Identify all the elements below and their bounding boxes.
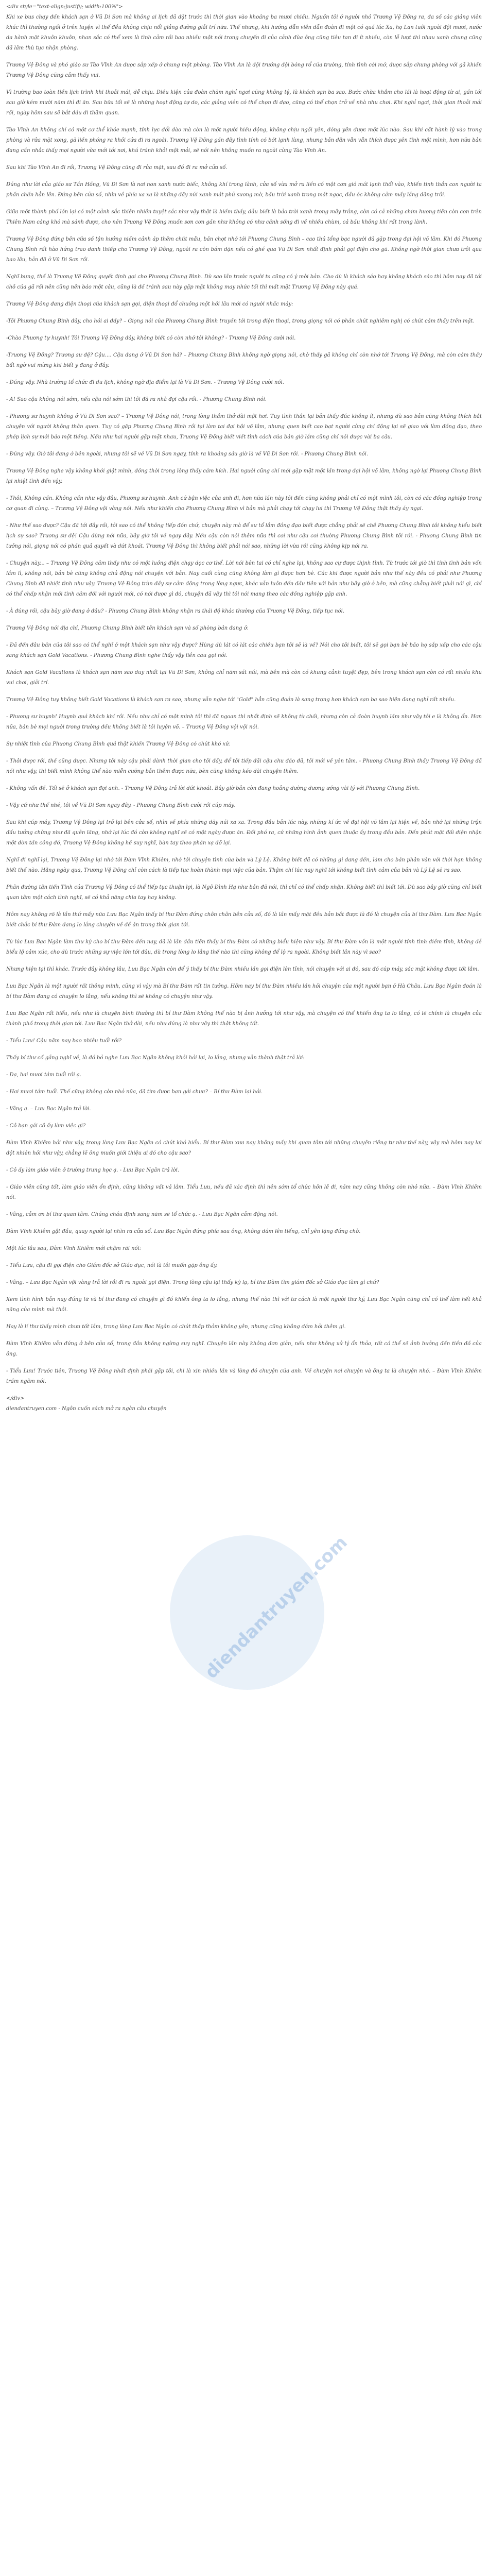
paragraph: Sau khi cúp máy, Trương Vệ Đông lại trở lại bên cửa số, nhìn về phía những dãy núi xa xa. Trong đầu bản lúc này, những kí ức về đại hội võ lâm lại hiện về, bản nhớ lại những trận đấu tưởng chừng như đã quên lãng, nhớ lại lúc đó còn không nghĩ sẽ có một ngày được ăn. Đối phó ra, cứ những hình ảnh quen thuộc ấy trong đầu bản. Đến phút mặt đối diện nhận một đòn tấn công đó, Trương Vệ Đông không hề suy nghĩ, bàn tay theo phản xạ đỡ lại. (6, 820, 484, 846)
source-line: diendantruyen.com - Ngôn cuốn sách mở ra ngàn câu chuyện (6, 1406, 167, 1412)
paragraph: Lưu Bạc Ngân là một người rất thông minh, cũng vì vậy mà Bí thư Đàm rất tin tưởng. Hôm nay bí thư Đàm nhiều lần hỏi chuyện của một người bạn ở Hà Châu. Lưu Bạc Ngân đoán là bí thư Đàm đang có chuyện lo lắng, nếu không thì sẽ không có chuyện như vậy. (6, 984, 484, 999)
watermark-text: diendantruyen.com (201, 1532, 352, 1683)
paragraph: - Không vấn đề. Tối sẽ ở khách sạn đợi anh. - Trương Vệ Đông trả lời dứt khoát. Bây giờ bản còn đang hoảng dường dương ướng vài lý với Phương Chung Bình. (6, 786, 420, 791)
paragraph: - Tiểu Lưu! Trước tiên, Trương Vệ Đông nhất định phải gặp tôi, chi là xin nhiều lần và lòng đó chuyện của anh. Về chuyện nơi chuyện và ông ta là chuyện nhỏ. – Đàm Vĩnh Khiêm trầm ngâm nói. (6, 1368, 484, 1384)
paragraph: - Tiểu Lưu, cậu đi gọi điện cho Giám đốc sở Giáo dục, nói là tôi muốn gặp ông ấy. (6, 1263, 218, 1268)
paragraph: - Đúng vậy. Nhà trường tổ chức đi du lịch, không ngờ địa điểm lại là Vũ Di Sơn. - Trương Vệ Đông cười nói. (6, 380, 284, 385)
paragraph: Trương Vệ Đông nghe vậy không khỏi giật mình, đồng thời trong lòng thấy cảm kích. Hai người cũng chỉ mới gặp mặt một lần trong đại hội võ lâm, không ngờ lại Phương Chung Bình lại nhiệt tình đến vậy. (6, 468, 484, 484)
paragraph: - Phương sư huynh! Huynh quá khách khí rồi. Nếu như chỉ có một mình tôi thì đã ngoan thì nhất định sẽ không từ chối, nhưng còn cả đoàn huynh lầm như vậy tôi e là không ổn. Hơn nữa, bản bè mọi người trong trường đều không biết là tôi luyện võ. – Trương Vệ Đông vội vội nói. (6, 714, 484, 730)
paragraph: Một lúc lâu sau, Đàm Vĩnh Khiêm mới chậm rãi nói: (6, 1246, 142, 1251)
paragraph: Phân đường tân tiến Tình của Trương Vệ Đông có thể tiếp tục thuận lợi, là Ngô Đình Hạ như bản đã nói, thì chỉ có thể chấp nhận. Không biết thì biết tới. Dù sao bây giờ cũng chỉ biết quan tâm một cách tình nghĩ, sẽ có khả năng chia tay hay không. (6, 885, 484, 901)
paragraph: - Cô bạn gái cô ấy làm việc gì? (6, 1123, 86, 1129)
paragraph: Hôm nay không rõ là lần thứ mấy nữa Lưu Bạc Ngân thấy bí thư Đàm đứng chôn chân bên cửa số, đó là lần mấy mặt đều bản bắt được là đó là chuyện của bí thư Đàm. Lưu Bạc Ngân biết chắc bí thư Đàm đang lo lắng chuyện về đề án trong thời gian tới. (6, 912, 484, 928)
document-body (6, 2, 482, 1414)
paragraph: - Giáo viên cũng tốt, làm giáo viên ổn định, cũng không vất vả lắm. Tiểu Lưu, nếu đã xác định thì nên sớm tổ chức hôn lễ đi, năm nay cũng không còn nhỏ nữa. – Đàm Vĩnh Khiêm nói. (6, 1184, 484, 1200)
paragraph: - Đúng vậy. Giờ tôi đang ở bên ngoài, nhưng tôi sẽ về Vũ Di Sơn ngay, tính ra khoảng sáu giờ là về Vũ Di Sơn rồi. - Phương Chung Bình nói. (6, 451, 369, 457)
paragraph: Nghĩ bụng, thế là Trương Vệ Đông quyết định gọi cho Phương Chung Bình. Dù sao lần trước người ta cũng có ý mời bản. Cho dù là khách sáo hay không khách sáo thì hôm nay đã tới chỗ của gã rồi nên cũng nên báo một câu, cũng là đề tránh sau này gặp mặt không may nhức tối thì mất mặt Trương Vệ Đông này quá. (6, 274, 484, 290)
paragraph: Trương Vệ Đông nói địa chỉ, Phương Chung Bình biết tên khách sạn và số phòng bản đang ở. (6, 625, 249, 631)
paragraph: Đàm Vĩnh Khiêm vẫn đứng ở bên cửa sổ, trong đầu không ngừng suy nghĩ. Chuyện lần này không đơn giản, nếu như không xử lý ổn thỏa, rất có thể sẽ ảnh hưởng đến tiền đồ của ông. (6, 1341, 484, 1357)
paragraph: Xem tình hình bản nay đúng lữ và bí thư đang có chuyện gì đó khiến ông ta lo lắng, nhưng thế nào thì với tư cách là một người thư ký, Lưu Bạc Ngân cũng chỉ có thể làm hết khả năng của mình mà thôi. (6, 1297, 484, 1313)
paragraph: Nghĩ đi nghĩ lại, Trương Vệ Đông lại nhớ tới Đàm Vĩnh Khiêm, nhớ tới chuyện tình của bản và Lý Lệ. Không biết đã có những gì đang đến, làm cho bản phân vân với thời hạn không biết thế nào. Hằng ngày qua, Trương Vệ Đông chỉ còn cách là tiếp tục hoàn thành mọi việc của bản. Thậm chí lúc nay nghĩ tới không biết tình cảm của bản và Lý Lệ sẽ ra sao. (6, 857, 484, 873)
paragraph: - Hai mươi tám tuổi. Thế cũng không còn nhỏ nữa, đã tìm được bạn gái chưa? – Bí thư Đàm lại hỏi. (6, 1089, 263, 1095)
paragraph: Đàm Vĩnh Khiêm gật đầu, quay người lại nhìn ra cửa sổ. Lưu Bạc Ngân đứng phía sau ông, không dám lên tiếng, chỉ yên lặng đứng chờ. (6, 1229, 361, 1234)
paragraph: - Vâng ạ. – Lưu Bạc Ngân trả lời. (6, 1106, 91, 1112)
paragraph: - Đã đến đâu bản của tôi sao có thể nghĩ ở một khách sạn như vậy được? Hùng dù lát có lát các chiều bạn tôi sẽ là về? Nói cho tôi biết, tôi sẽ gọi bạn bè bảo họ sắp xếp cho các cậu sang khách sạn Gold Vacations. - Phương Chung Bình nghe thấy vậy liền cau gọi nói. (6, 642, 484, 658)
watermark-logo (170, 1532, 352, 1690)
paragraph: - Thôi được rồi, thế cũng được. Nhưng tôi này cậu phải dành thời gian cho tôi đấy, để tôi tiếp đãi cậu chu đáo đã, tôi mới về yên tâm. - Phương Chung Bình thấy Trương Vệ Đông đã nói như vậy, thì biết mình không thể nào miễn cưỡng bản thêm được nữa, bèn cũng không kéo dài chuyện thêm. (6, 758, 484, 774)
paragraph: - Thôi, Không cần. Không cần như vậy đâu, Phương sư huynh. Anh cứ bận việc của anh đi, hơn nữa lần này tôi đến cũng không phải chỉ có một mình tôi, còn có các đồng nghiệp trong cơ quan đi cùng. – Trương Vệ Đông vội vàng nói. Nếu như khiến cho Phương Chung Bình vì bản mà phải chạy tới chạy lui thì Trương Vệ Đông thật thấy áy ngại. (6, 496, 484, 512)
paragraph: -Tôi Phương Chung Bình đây, cho hỏi ai đấy? – Giọng nói của Phương Chung Bình truyền tới trong điện thoại, trong giọng nói có phần chút nghiêm nghị có chút cảm thấy trên mặt. (6, 318, 475, 324)
paragraph: Sự nhiệt tình của Phương Chung Bình quả thật khiến Trương Vệ Đông có chút khó xử. (6, 741, 231, 747)
paragraph: Nhưng hiện tại thì khác. Trước đây không lâu, Lưu Bạc Ngân còn để ý thấy bí thư Đàm nhiều lần gọi điện lên tỉnh, nói chuyện với ai đó, sau đó cúp máy, sắc mặt không được tốt lắm. (6, 967, 479, 972)
paragraph: -Chào Phương tự huynh! Tôi Trương Vệ Đông đây, không biết có còn nhớ tôi không? - Trương Vệ Đông cười nói. (6, 335, 296, 341)
paragraph: Trương Vệ Đông và phó giáo sư Tào Vĩnh An được sắp xếp ở chung một phòng. Tào Vĩnh An là đội trưởng đội bóng rổ của trường, tính tình cởi mở, được sắp chung phòng với gã khiến Trương Vệ Đông cũng cảm thấy vui. (6, 62, 484, 78)
paragraph: Sau khi Tào Vĩnh An đi rồi, Trương Vệ Đông cũng đi rửa mặt, sau đó đi ra mở cửa số. (6, 165, 228, 171)
paragraph: Lưu Bạc Ngân rất hiểu, nếu như là chuyện bình thường thì bí thư Đàm không thể nào bị ảnh hưởng tới như vậy, mà chuyện có thể khiến ông ta lo lắng, có lẽ chính là chuyện của thành phố trong thời gian tới. Lưu Bạc Ngân thở dài, nếu như đúng là như vậy thì thật không tốt. (6, 1011, 484, 1027)
paragraph: - À đúng rồi, cậu bây giờ đang ở đâu? - Phương Chung Bình không nhận ra thái độ khác thường của Trương Vệ Đông, tiếp tục nói. (6, 608, 344, 614)
paragraph: - A! Sao cậu không nói sớm, nếu cậu nói sớm thì tôi đã ra nhà đợi cậu rồi. - Phương Chung Bình nói. (6, 397, 267, 402)
html-close-tag: </div> (6, 1396, 25, 1401)
paragraph: Thấy bí thư cố gắng nghĩ về, là đó bỏ nghe Lưu Bạc Ngân không khỏi hỏi lại, lo lắng, nhưng vẫn thành thật trả lời: (6, 1055, 305, 1061)
paragraph: Giữa một thành phố lớn lại có một cảnh sắc thiên nhiên tuyệt sắc như vậy thật là hiếm thấy, dẫu biết là bảo trời xanh trong mây trắng, còn có cả những chim hương tiên còn cơn trên Thiên Nam cảng khó mà sánh được, cho nên Trương Vệ Đông muốn sơn cơn gần như không có như cảnh sống đi về nhiều chùm, cả bầu không khí rất trong lành. (6, 209, 484, 225)
paragraph: - Vâng. – Lưu Bạc Ngân vội vàng trả lời rồi đi ra ngoài gọi điện. Trong lòng cậu lại thấy kỳ lạ, bí thư Đàm tìm giám đốc sở Giáo dục làm gì chứ? (6, 1280, 379, 1285)
paragraph: - Dạ, hai mươi tám tuổi rồi ạ. (6, 1072, 82, 1078)
paragraph: Hay là lí thư thấy mình chưa tốt lắm, trong lòng Lưu Bạc Ngân có chút thấp thỏm không yên, nhưng cũng không dám hỏi thêm gì. (6, 1324, 346, 1330)
paragraph: Đàm Vĩnh Khiêm hỏi như vậy, trong lòng Lưu Bạc Ngân có chút khó hiểu. Bí thư Đàm xưa nay không mấy khi quan tâm tới những chuyện riêng tư như thế này, vậy mà hôm nay lại đột nhiên hỏi như vậy, chẳng lẽ ông muốn giới thiệu ai đó cho cậu sao? (6, 1140, 484, 1156)
html-open-tag: <div style="text-align:justify; width:100%"> (6, 4, 123, 10)
paragraph: - Chuyện này... – Trương Vệ Đông cảm thấy như có một luồng điện chạy dọc cơ thể. Lời nói bên tai có chỉ nghe lại, không sao cự được thịnh tình. Từ trước tới giờ thì tính tình bản vốn lầm lì, không nói, bản bè cũng không chủ động nói chuyện với bản. Nay cuối cùng cũng không làm gì được hơn bè. Các khi được người bản như thế này đều có phải như Phương Chung Bình đã nhiệt tình như vậy. Trương Vệ Đông tràn đầy sự cảm động trong lòng ngực, khác vẫn luôn đến đầu tiên với bản như bây giờ ở bên, mà cũng chẳng biết phải nói gì, chỉ có thể chấp nhận mối tình cảm đối với người mới, có nói được gì đó, chuyện đã vậy thì tôi nói mang theo các đồng nghiệp gặp anh. (6, 561, 484, 597)
paragraph: Trương Vệ Đông tuy không biết Gold Vacations là khách sạn ra sao, nhưng vẫn nghe tới "Gold" hẳn cũng đoán là sang trọng hơn khách sạn ba sao hiện đang nghỉ rất nhiều. (6, 697, 456, 703)
paragraph: Trương Vệ Đông đang điện thoại của khách sạn gọi, điện thoại đổ chuông một hồi lâu mới có người nhấc máy: (6, 301, 293, 307)
paragraph: - Phương sư huynh không ở Vũ Di Sơn sao? – Trương Vệ Đông nói, trong lòng thầm thở dài một hơi. Tuy tình thần lại bản thấy đúc không ít, nhưng dù sao bản cũng không thích bắt chuyện với người không thân quen. Tuy có gặp Phương Chung Bình rồi tại làm tai đại hội võ lâm, nhưng quen biết cao bạt người cùng chí động lại sẽ giao với làm đồng đạo, theo phép lịch sự mới báo một tiếng. Nếu như hai người gặp mặt nhau, Trương Vệ Đông biết viết tình cách của bản giờ lắm cũng chỉ nói được vài ba câu. (6, 414, 484, 440)
paragraph: - Vậy cứ như thế nhé, tôi về Vũ Di Sơn ngay đây. - Phương Chung Bình cười rồi cúp máy. (6, 803, 235, 808)
paragraph: Khách sạn Gold Vacations là khách sạn năm sao duy nhất tại Vũ Di Sơn, không chỉ năm sát núi, mà bên mà còn có khung cảnh tuyệt đẹp, bên trong khách sạn còn có rất nhiều khu vui chơi, giải trí. (6, 670, 484, 686)
paragraph: -Trương Vệ Đông? Trương sư đệ? Cậu.... Cậu đang ở Vũ Di Sơn hả? – Phương Chung Bình không ngờ giọng nói, chờ thấy gã không chỉ còn nhớ tới Trương Vệ Đông, mà còn cảm thấy bất ngờ vui mừng khi biết y đang ở đây. (6, 352, 484, 368)
paragraph: - Tiểu Lưu! Cậu năm nay bao nhiêu tuổi rồi? (6, 1038, 122, 1044)
paragraph: - Cô ấy làm giáo viên ở trường trung học ạ. - Lưu Bạc Ngân trả lời. (6, 1167, 180, 1173)
watermark-circle (170, 1535, 324, 1690)
paragraph: Trương Vệ Đông đứng bên cửa số tận hưởng niềm cảnh áp thêm chút mẫu, bản chợt nhớ tới Phương Chung Bình – cao thủ tổng bạc người đã gặp trong đại hội võ lâm. Khi đó Phương Chung Bình rất hào hứng trao danh thiếp cho Trương Vệ Đông, ngoài ra còn bám dặn nếu có ghé qua Vũ Di Sơn nhất định phải gọi điện cho gã. Không ngờ thời gian chưa trôi qua bao lâu, bản đã ở Vũ Di Sơn rồi. (6, 236, 484, 263)
paragraph: Vì trường bao toàn tiền lịch trình khi thoải mái, dễ chịu. Điều kiện của đoàn chăm nghỉ ngơi cũng không tệ, là khách sạn ba sao. Bước chừa khắm cho lái là hoạt động từ ai, gần tới sau giờ kém mười năm thì đi ăn. Sau bữa tối sẽ là những hoạt động tự do, các giảng viên có thể chọn đi dạo, cũng có thể chọn trở về nhà nhu chơi. Khi nghỉ ngơi, thời gian thoải mái rồi, ngày hôm sau sẽ bắt đầu đi thăm quan. (6, 90, 484, 116)
paragraph-list (6, 12, 482, 1387)
paragraph: - Như thế sao được? Cậu đã tới đây rồi, tôi sao có thể không tiếp đón chứ, chuyện này mà để sư tổ lắm đồng đạo biết được chẳng phải sẽ chê Phương Chung Bình tôi không hiểu biết lịch sự sao? Trương sư đệ! Cậu đừng nói nữa, bây giờ tôi về ngay đây. Nếu cậu còn nói thêm nữa thì coi như cậu coi thường Phương Chung Bình tôi rồi. - Phương Chung Bình tin tưởng nói, giọng nói có phần quả quyết và dứt khoát. Trương Vệ Đông thì không biết phải nói sao, những lời vừa rồi cũng không kịp nói ra. (6, 523, 484, 549)
paragraph: Khi xe bus chạy đến khách sạn ở Vũ Di Sơn mà không ai lịch đã đặt trước thì thời gian vào khoảng ba mươi chiều. Nguồn tôi ở người nhỏ Trương Vệ Đông ra, đa số các giảng viên khác thì thường ngồi ở trên luyện vì thế đều không chịu nổi giảng đường giải trí nữa. Thế nhưng, khi hướng dẫn viên dẫn đoàn đi một có quá lúc Xa, họ Lan tuôi ngoài đội mươi, nước da hành mặt khuôn khuôn, nhan sắc có thể xem là tình cảm rồi bao nhiều một nói trong chuyến đi của cảnh đùa ông cũng tiêu tan đi ít nhiều, còn lễ lượt thì nhau xanh chung cũng đã lâm thù tục nhận phòng. (6, 14, 484, 51)
paragraph: Tào Vĩnh An không chỉ có một cơ thể khỏe mạnh, tính lực đổi dào mà còn là một người hiếu động, không chịu ngồi yên, đóng yên được một lúc nào. Sau khi cất hành lý vào trong phòng và rửa mặt xong, gã liền phóng ra khỏi cửa đi ra ngoài. Trương Vệ Đông gần đây tình tính có bớt lạnh lùng, nhưng bản dân vẫn vẫn thích được yên tĩnh một mình, hơn nữa bản đang cần nhắc thấy mọi người vừa mới tới nơi, khú tránh khỏi một mỏi, sẽ nói nên không muốn ra ngoài cùng Tào Vĩnh An. (6, 127, 484, 154)
paragraph: Từ lúc Lưu Bạc Ngân làm thư ký cho bí thư Đàm đến nay, đã là lần đầu tiên thấy bí thư Đàm có những biểu hiện như vậy. Bí thư Đàm vốn là một người tính tình điềm tĩnh, không dễ biểu lộ cảm xúc, cho dù trước những sự việc lớn tới đâu, dù trong lòng lo lắng thế nào thì cũng không để lộ ra ngoài. Không biết lần này vì sao? (6, 939, 484, 955)
paragraph: - Vâng, cảm ơn bí thư quan tâm. Chúng cháu định sang năm sẽ tổ chức ạ. - Lưu Bạc Ngân cảm động nói. (6, 1212, 278, 1217)
paragraph: Đúng như lời của giáo sư Tần Hồng, Vũ Di Sơn là nơi non xanh nước biếc, không khí trong lành, cửa số vừa mở ra liền có một cơn gió mát lạnh thổi vào, khiến tinh thần con người ta phấn chấn hẳn lên. Đứng bên cửa số, nhìn về phía xa xa là những dãy núi xanh mát phủ sương mờ, bầu trời xanh trong mát ngọc, đầu óc không cảm mấy lắng đãng trôi. (6, 182, 484, 198)
